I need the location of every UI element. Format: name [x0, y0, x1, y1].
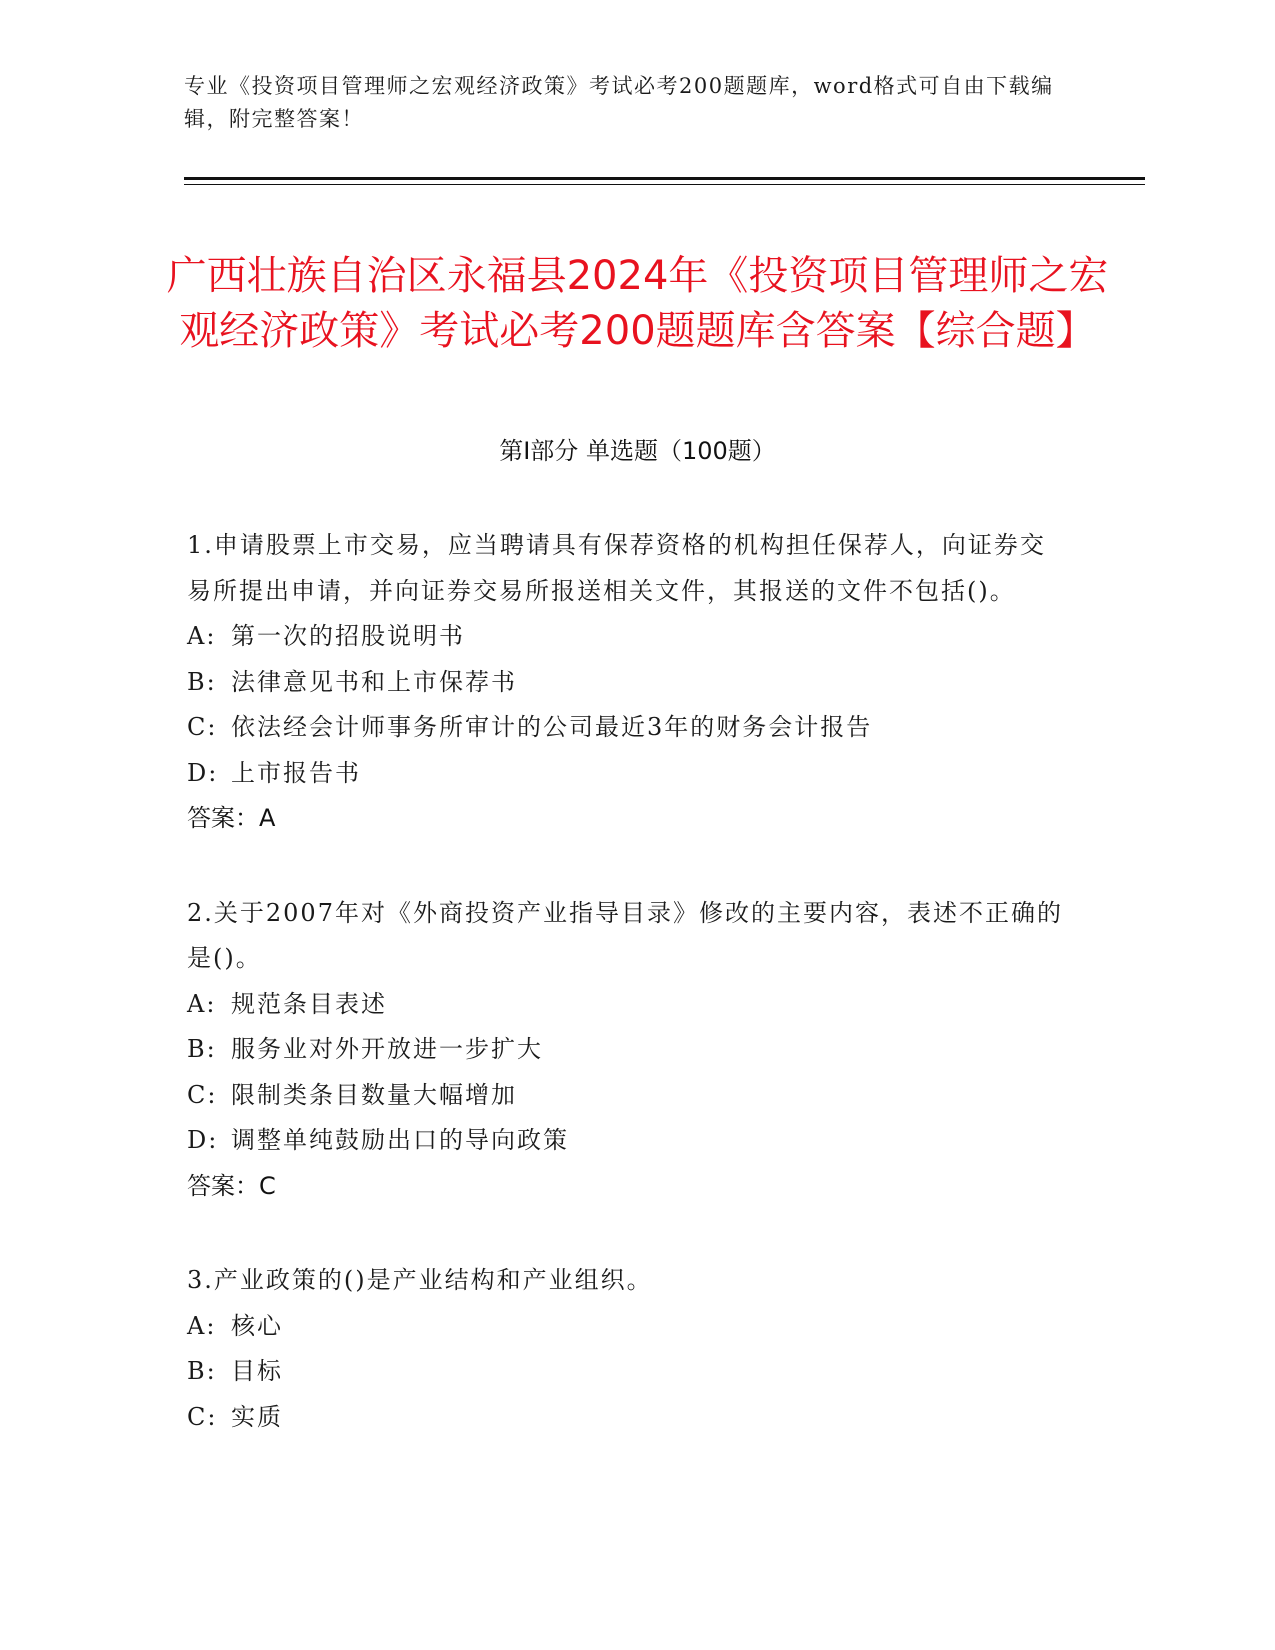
- option-text: 服务业对外开放进一步扩大: [231, 1035, 543, 1063]
- header-note: 专业《投资项目管理师之宏观经济政策》考试必考200题题库，word格式可自由下载编辑，附完整答案！: [184, 74, 1054, 131]
- option-text: 法律意见书和上市保荐书: [231, 667, 517, 696]
- option-text: 依法经会计师事务所审计的公司最近3年的财务会计报告: [231, 713, 873, 741]
- option-letter: D:: [187, 758, 219, 787]
- option-a: [187, 1304, 1067, 1350]
- option-letter: C:: [187, 713, 218, 741]
- option-c: [187, 1073, 1067, 1119]
- option-b: [187, 660, 1067, 706]
- option-text: 第一次的招股说明书: [231, 622, 465, 650]
- option-letter: A:: [187, 622, 217, 650]
- option-text: 核心: [231, 1311, 283, 1340]
- option-text: 规范条目表述: [231, 989, 387, 1018]
- question-3: [187, 1258, 1067, 1440]
- question-stem: 3.产业政策的()是产业结构和产业组织。: [187, 1266, 653, 1294]
- option-c: [187, 705, 1067, 751]
- option-letter: C:: [187, 1080, 218, 1109]
- option-text: 实质: [231, 1402, 283, 1431]
- question-list: [187, 523, 1067, 1489]
- option-text: 目标: [231, 1357, 283, 1385]
- option-letter: B:: [187, 667, 217, 696]
- answer: 答案：A: [187, 804, 276, 832]
- option-letter: D:: [187, 1126, 219, 1154]
- question-stem: 1.申请股票上市交易，应当聘请具有保荐资格的机构担任保荐人，向证券交易所提出申请，并向证券交易所报送相关文件，其报送的文件不包括()。: [187, 531, 1046, 605]
- section-title: 第I部分 单选题（100题）: [499, 437, 776, 465]
- option-a: [187, 614, 1067, 660]
- option-c: [187, 1395, 1067, 1441]
- option-text: 上市报告书: [231, 758, 361, 787]
- header-rule-thick: [184, 177, 1145, 180]
- option-letter: A:: [187, 989, 217, 1018]
- answer: 答案：C: [187, 1171, 276, 1200]
- option-text: 调整单纯鼓励出口的导向政策: [231, 1126, 569, 1154]
- option-b: [187, 1027, 1067, 1073]
- option-d: [187, 751, 1067, 797]
- question-2: [187, 891, 1067, 1210]
- option-a: [187, 982, 1067, 1028]
- document-title: 广西壮族自治区永福县2024年《投资项目管理师之宏观经济政策》考试必考200题题库含答案【综合题】: [166, 252, 1109, 354]
- option-letter: A:: [187, 1311, 217, 1340]
- option-text: 限制类条目数量大幅增加: [231, 1080, 517, 1109]
- header-rule-thin: [184, 184, 1145, 185]
- option-d: [187, 1118, 1067, 1164]
- option-letter: B:: [187, 1035, 217, 1063]
- question-stem: 2.关于2007年对《外商投资产业指导目录》修改的主要内容，表述不正确的是()。: [187, 898, 1063, 972]
- question-1: [187, 523, 1067, 842]
- option-b: [187, 1349, 1067, 1395]
- option-letter: C:: [187, 1402, 218, 1431]
- option-letter: B:: [187, 1357, 217, 1385]
